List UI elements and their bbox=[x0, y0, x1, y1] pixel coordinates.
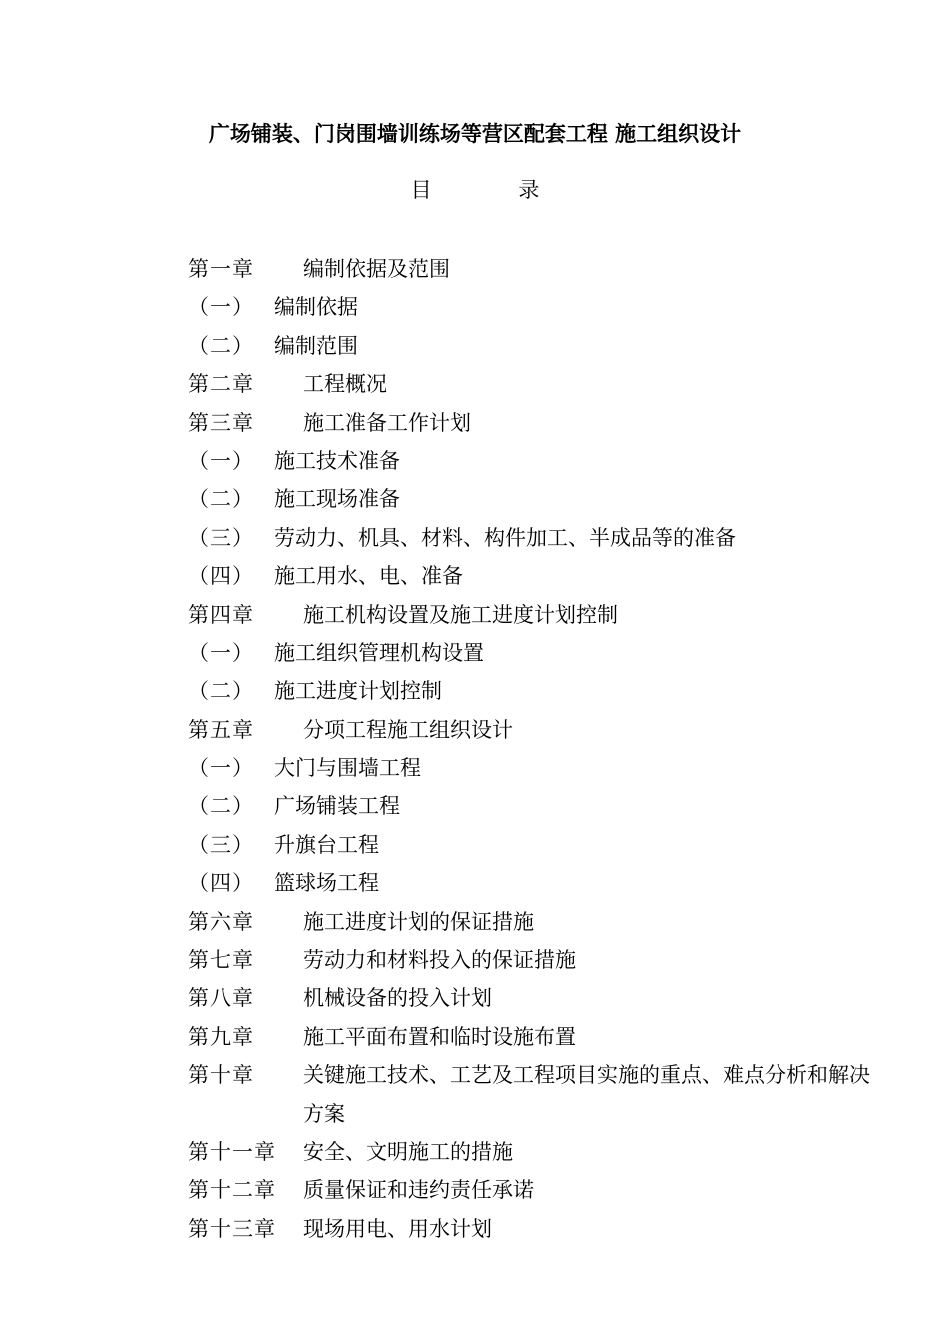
toc-item-text: 现场用电、用水计划 bbox=[303, 1216, 492, 1241]
toc-item-text: 安全、文明施工的措施 bbox=[303, 1140, 513, 1164]
toc-item-text: 施工准备工作计划 bbox=[303, 410, 471, 435]
toc-chapter-item bbox=[188, 941, 888, 979]
toc-item-number: 第四章 bbox=[188, 602, 254, 627]
toc-section-item bbox=[188, 480, 888, 518]
toc-section-item bbox=[188, 288, 888, 326]
toc-item-text: 编制范围 bbox=[274, 333, 358, 358]
toc-section-item bbox=[188, 787, 888, 825]
toc-chapter-item bbox=[188, 365, 888, 403]
toc-section-item bbox=[188, 864, 888, 902]
toc-item-number: 第十三章 bbox=[188, 1216, 276, 1241]
toc-section-item bbox=[188, 327, 888, 365]
toc-item-number: 第七章 bbox=[188, 948, 254, 973]
toc-item-text: 编制依据及范围 bbox=[303, 257, 450, 281]
toc-item-text: 机械设备的投入计划 bbox=[303, 986, 492, 1011]
toc-section-item bbox=[188, 826, 888, 864]
toc-item-number: （一） bbox=[188, 756, 254, 781]
toc-item-text: 升旗台工程 bbox=[274, 832, 379, 857]
toc-item-text: 关键施工技术、工艺及工程项目实施的重点、难点分析和解决方案 bbox=[303, 1063, 870, 1126]
toc-item-number: 第六章 bbox=[188, 909, 254, 934]
toc-item-text: 篮球场工程 bbox=[274, 871, 379, 896]
toc-chapter-item bbox=[188, 1133, 888, 1171]
toc-heading: 目 录 bbox=[410, 178, 580, 202]
toc-section-item bbox=[188, 557, 888, 595]
document-title: 广场铺装、门岗围墙训练场等营区配套工程 施工组织设计 bbox=[208, 121, 742, 146]
toc-chapter-item bbox=[188, 711, 888, 749]
toc-item-text: 大门与围墙工程 bbox=[274, 756, 421, 781]
toc-chapter-item bbox=[188, 1171, 888, 1209]
toc-item-text: 施工现场准备 bbox=[274, 487, 400, 512]
toc-item-number: 第八章 bbox=[188, 986, 254, 1011]
toc-item-text: 分项工程施工组织设计 bbox=[303, 717, 513, 742]
toc-item-number: （二） bbox=[188, 487, 254, 512]
toc-item-text: 施工平面布置和临时设施布置 bbox=[303, 1024, 576, 1049]
toc-item-number: （二） bbox=[188, 794, 254, 819]
toc-item-text: 施工组织管理机构设置 bbox=[274, 640, 484, 665]
toc-item-number: 第二章 bbox=[188, 372, 254, 397]
table-of-contents bbox=[188, 250, 888, 1248]
toc-item-number: 第一章 bbox=[188, 257, 254, 281]
toc-item-number: 第三章 bbox=[188, 410, 254, 435]
toc-item-number: （四） bbox=[188, 564, 254, 589]
toc-item-number: （一） bbox=[188, 640, 254, 665]
toc-section-item bbox=[188, 672, 888, 710]
toc-item-number: 第十二章 bbox=[188, 1178, 276, 1203]
toc-section-item bbox=[188, 749, 888, 787]
toc-item-number: 第十一章 bbox=[188, 1140, 276, 1164]
toc-item-text: 质量保证和违约责任承诺 bbox=[303, 1178, 534, 1203]
toc-chapter-item bbox=[188, 250, 888, 288]
toc-item-number: （一） bbox=[188, 295, 254, 320]
toc-item-text: 施工用水、电、准备 bbox=[274, 564, 463, 589]
toc-section-item bbox=[188, 519, 888, 557]
toc-chapter-item bbox=[188, 1018, 888, 1056]
toc-chapter-item bbox=[188, 404, 888, 442]
toc-item-number: （一） bbox=[188, 448, 254, 473]
toc-item-text: 施工进度计划的保证措施 bbox=[303, 909, 534, 934]
toc-item-text: 施工技术准备 bbox=[274, 448, 400, 473]
toc-item-text: 施工进度计划控制 bbox=[274, 679, 442, 704]
toc-item-number: 第十章 bbox=[188, 1063, 254, 1088]
toc-item-text: 劳动力和材料投入的保证措施 bbox=[303, 948, 576, 973]
toc-chapter-item bbox=[188, 903, 888, 941]
toc-chapter-item bbox=[188, 1056, 888, 1133]
toc-section-item bbox=[188, 442, 888, 480]
toc-item-number: （二） bbox=[188, 333, 254, 358]
toc-item-text: 施工机构设置及施工进度计划控制 bbox=[303, 602, 618, 627]
toc-item-text: 劳动力、机具、材料、构件加工、半成品等的准备 bbox=[274, 525, 736, 550]
toc-item-text: 广场铺装工程 bbox=[274, 794, 400, 819]
toc-item-text: 工程概况 bbox=[303, 372, 387, 397]
toc-chapter-item bbox=[188, 1210, 888, 1248]
toc-item-number: 第五章 bbox=[188, 717, 254, 742]
toc-item-number: 第九章 bbox=[188, 1024, 254, 1049]
toc-chapter-item bbox=[188, 596, 888, 634]
toc-chapter-item bbox=[188, 979, 888, 1017]
toc-item-number: （四） bbox=[188, 871, 254, 896]
toc-item-number: （三） bbox=[188, 525, 254, 550]
toc-item-number: （二） bbox=[188, 679, 254, 704]
toc-section-item bbox=[188, 634, 888, 672]
toc-item-text: 编制依据 bbox=[274, 295, 358, 320]
toc-item-number: （三） bbox=[188, 832, 254, 857]
